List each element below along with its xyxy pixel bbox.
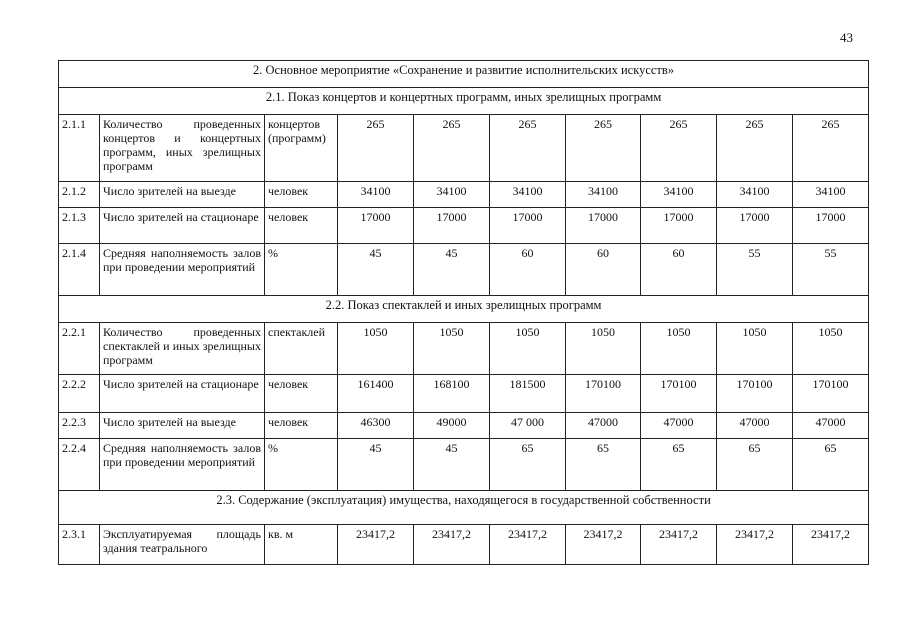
value-cell: 47000 — [793, 413, 869, 439]
section-row — [59, 61, 869, 88]
value-cell: 17000 — [566, 208, 641, 244]
unit-cell: человек — [265, 182, 338, 208]
value-cell: 45 — [338, 439, 414, 491]
value-cell: 46300 — [338, 413, 414, 439]
value-cell: 23417,2 — [717, 525, 793, 565]
value-cell: 181500 — [490, 375, 566, 413]
value-cell: 1050 — [641, 323, 717, 375]
value-cell: 17000 — [414, 208, 490, 244]
value-cell: 17000 — [338, 208, 414, 244]
unit-cell: человек — [265, 375, 338, 413]
value-cell: 60 — [641, 244, 717, 296]
value-cell: 265 — [793, 115, 869, 182]
unit-cell: кв. м — [265, 525, 338, 565]
value-cell: 34100 — [641, 182, 717, 208]
table-row — [59, 413, 869, 439]
value-cell: 265 — [338, 115, 414, 182]
indicator-name: Число зрителей на выезде — [100, 413, 265, 439]
value-cell: 265 — [641, 115, 717, 182]
value-cell: 55 — [717, 244, 793, 296]
value-cell: 23417,2 — [490, 525, 566, 565]
row-number: 2.1.4 — [59, 244, 100, 296]
value-cell: 47000 — [641, 413, 717, 439]
section-row — [59, 296, 869, 323]
indicator-name: Число зрителей на выезде — [100, 182, 265, 208]
section-title: 2.2. Показ спектаклей и иных зрелищных программ — [59, 296, 869, 323]
value-cell: 23417,2 — [793, 525, 869, 565]
value-cell: 161400 — [338, 375, 414, 413]
value-cell: 34100 — [566, 182, 641, 208]
value-cell: 17000 — [490, 208, 566, 244]
indicator-name: Количество проведенных спектаклей и иных зрелищных программ — [100, 323, 265, 375]
value-cell: 65 — [566, 439, 641, 491]
value-cell: 65 — [641, 439, 717, 491]
value-cell: 1050 — [717, 323, 793, 375]
indicator-name: Средняя наполняемость залов при проведении мероприятий — [100, 439, 265, 491]
unit-cell: спектаклей — [265, 323, 338, 375]
value-cell: 47000 — [566, 413, 641, 439]
value-cell: 1050 — [490, 323, 566, 375]
page-number: 43 — [840, 30, 853, 45]
value-cell: 265 — [414, 115, 490, 182]
value-cell: 60 — [490, 244, 566, 296]
row-number: 2.1.3 — [59, 208, 100, 244]
table-row — [59, 375, 869, 413]
table-row — [59, 525, 869, 565]
value-cell: 170100 — [717, 375, 793, 413]
value-cell: 60 — [566, 244, 641, 296]
section-title: 2.1. Показ концертов и концертных программ, иных зрелищных программ — [59, 88, 869, 115]
value-cell: 45 — [338, 244, 414, 296]
row-number: 2.2.4 — [59, 439, 100, 491]
value-cell: 65 — [793, 439, 869, 491]
unit-cell: человек — [265, 413, 338, 439]
table-row — [59, 244, 869, 296]
section-row — [59, 88, 869, 115]
table-row — [59, 182, 869, 208]
value-cell: 47000 — [717, 413, 793, 439]
unit-cell: концертов (программ) — [265, 115, 338, 182]
value-cell: 55 — [793, 244, 869, 296]
value-cell: 1050 — [414, 323, 490, 375]
indicator-name: Число зрителей на стационаре — [100, 208, 265, 244]
indicator-name: Количество проведенных концертов и концертных программ, иных зрелищных программ — [100, 115, 265, 182]
row-number: 2.2.1 — [59, 323, 100, 375]
value-cell: 265 — [490, 115, 566, 182]
indicators-table — [58, 60, 869, 565]
value-cell: 45 — [414, 439, 490, 491]
value-cell: 47 000 — [490, 413, 566, 439]
row-number: 2.1.2 — [59, 182, 100, 208]
table-row — [59, 439, 869, 491]
value-cell: 34100 — [490, 182, 566, 208]
value-cell: 23417,2 — [566, 525, 641, 565]
value-cell: 65 — [717, 439, 793, 491]
unit-cell: человек — [265, 208, 338, 244]
value-cell: 17000 — [641, 208, 717, 244]
value-cell: 1050 — [566, 323, 641, 375]
table-row — [59, 115, 869, 182]
value-cell: 170100 — [793, 375, 869, 413]
row-number: 2.1.1 — [59, 115, 100, 182]
value-cell: 23417,2 — [338, 525, 414, 565]
value-cell: 17000 — [793, 208, 869, 244]
section-row — [59, 491, 869, 525]
row-number: 2.3.1 — [59, 525, 100, 565]
value-cell: 34100 — [717, 182, 793, 208]
row-number: 2.2.3 — [59, 413, 100, 439]
unit-cell: % — [265, 244, 338, 296]
section-title: 2. Основное мероприятие «Сохранение и развитие исполнительских искусств» — [59, 61, 869, 88]
value-cell: 265 — [566, 115, 641, 182]
value-cell: 34100 — [793, 182, 869, 208]
value-cell: 34100 — [414, 182, 490, 208]
value-cell: 49000 — [414, 413, 490, 439]
value-cell: 170100 — [641, 375, 717, 413]
value-cell: 168100 — [414, 375, 490, 413]
value-cell: 265 — [717, 115, 793, 182]
value-cell: 170100 — [566, 375, 641, 413]
unit-cell: % — [265, 439, 338, 491]
value-cell: 1050 — [793, 323, 869, 375]
section-title: 2.3. Содержание (эксплуатация) имущества, находящегося в государственной собственности — [59, 491, 869, 525]
table-row — [59, 323, 869, 375]
value-cell: 65 — [490, 439, 566, 491]
value-cell: 34100 — [338, 182, 414, 208]
value-cell: 23417,2 — [414, 525, 490, 565]
value-cell: 23417,2 — [641, 525, 717, 565]
table-row — [59, 208, 869, 244]
indicator-name: Средняя наполняемость залов при проведении мероприятий — [100, 244, 265, 296]
row-number: 2.2.2 — [59, 375, 100, 413]
value-cell: 45 — [414, 244, 490, 296]
indicator-name: Эксплуатируемая площадь здания театрального — [100, 525, 265, 565]
indicator-name: Число зрителей на стационаре — [100, 375, 265, 413]
value-cell: 17000 — [717, 208, 793, 244]
value-cell: 1050 — [338, 323, 414, 375]
